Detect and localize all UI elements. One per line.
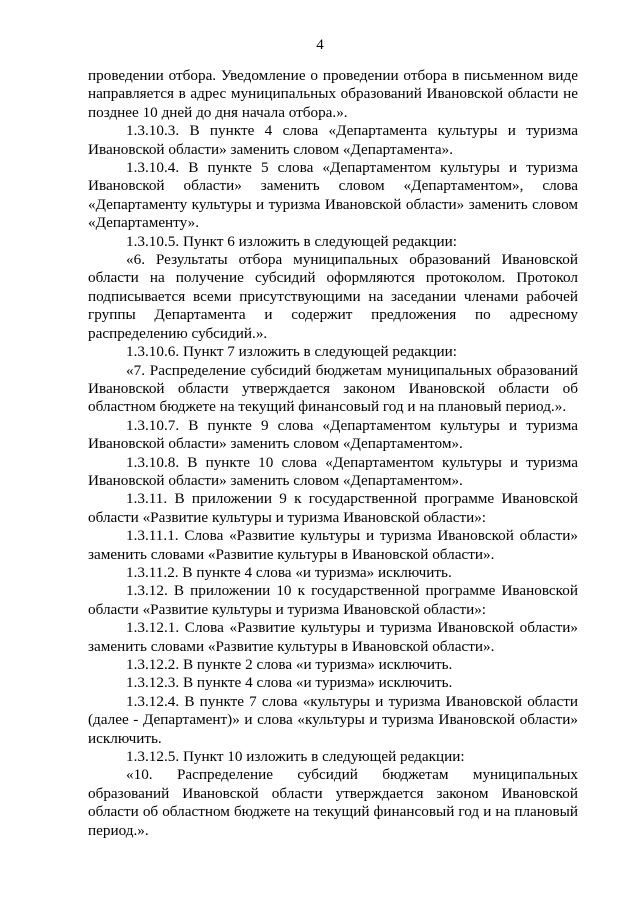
paragraph-continuation: проведении отбора. Уведомление о проведении отбора в письменном виде направляется в адрес муниципальных образований Ивановской области не позднее 10 дней до дня начала отбора.».: [88, 67, 578, 121]
paragraph: 1.3.10.5. Пункт 6 изложить в следующей редакции:: [126, 232, 457, 250]
paragraph: 1.3.10.7. В пункте 9 слова «Департаментом культуры и туризма Ивановской области» заменить словом «Департаментом».: [88, 416, 578, 453]
paragraph: «7. Распределение субсидий бюджетам муниципальных образований Ивановской области утверждается законом Ивановской области об областном бюджете на текущий финансовый год и на плановый период.».: [88, 361, 578, 416]
paragraph: 1.3.10.4. В пункте 5 слова «Департаментом культуры и туризма Ивановской области» заменить словом «Департаментом», слова «Департаменту культуры и туризма Ивановской области» заменить словом «Департаменту».: [88, 159, 578, 232]
paragraph: 1.3.11. В приложении 9 к государственной программе Ивановской области «Развитие культуры и туризма Ивановской области»:: [88, 490, 578, 526]
paragraph: 1.3.12. В приложении 10 к государственной программе Ивановской области «Развитие культуры и туризма Ивановской области»:: [88, 582, 578, 618]
paragraph: 1.3.12.5. Пункт 10 изложить в следующей редакции:: [126, 748, 465, 766]
paragraph: 1.3.12.2. В пункте 2 слова «и туризма» исключить.: [126, 656, 453, 673]
paragraph: 1.3.11.2. В пункте 4 слова «и туризма» исключить.: [126, 563, 452, 581]
paragraph: 1.3.12.3. В пункте 4 слова «и туризма» исключить.: [126, 674, 453, 692]
page-number: 4: [316, 37, 324, 53]
paragraph: 1.3.10.6. Пункт 7 изложить в следующей редакции:: [126, 343, 457, 361]
paragraph: 1.3.10.8. В пункте 10 слова «Департаментом культуры и туризма Ивановской области» заменить словом «Департаментом».: [88, 453, 578, 489]
paragraph: 1.3.11.1. Слова «Развитие культуры и туризма Ивановской области» заменить словами «Развитие культуры в Ивановской области».: [88, 527, 578, 563]
paragraph: «6. Результаты отбора муниципальных образований Ивановской области на получение субсидий оформляются протоколом. Протокол подписывается всеми присутствующими на заседании членами рабочей группы Департамента и содержит предложения по адресному распределению субсидий.».: [88, 251, 578, 342]
paragraph: 1.3.12.4. В пункте 7 слова «культуры и туризма Ивановской области (далее - Департамент)» и слова «культуры и туризма Ивановской области» исключить.: [88, 692, 578, 747]
paragraph: «10. Распределение субсидий бюджетам муниципальных образований Ивановской области утверждается законом Ивановской области об областном бюджете на текущий финансовый год и на плановый период.».: [88, 766, 578, 839]
paragraph: 1.3.12.1. Слова «Развитие культуры и туризма Ивановской области» заменить словами «Развитие культуры в Ивановской области».: [88, 619, 578, 655]
document-body: [88, 67, 578, 840]
paragraph: 1.3.10.3. В пункте 4 слова «Департамента культуры и туризма Ивановской области» заменить словом «Департамента».: [88, 122, 578, 158]
